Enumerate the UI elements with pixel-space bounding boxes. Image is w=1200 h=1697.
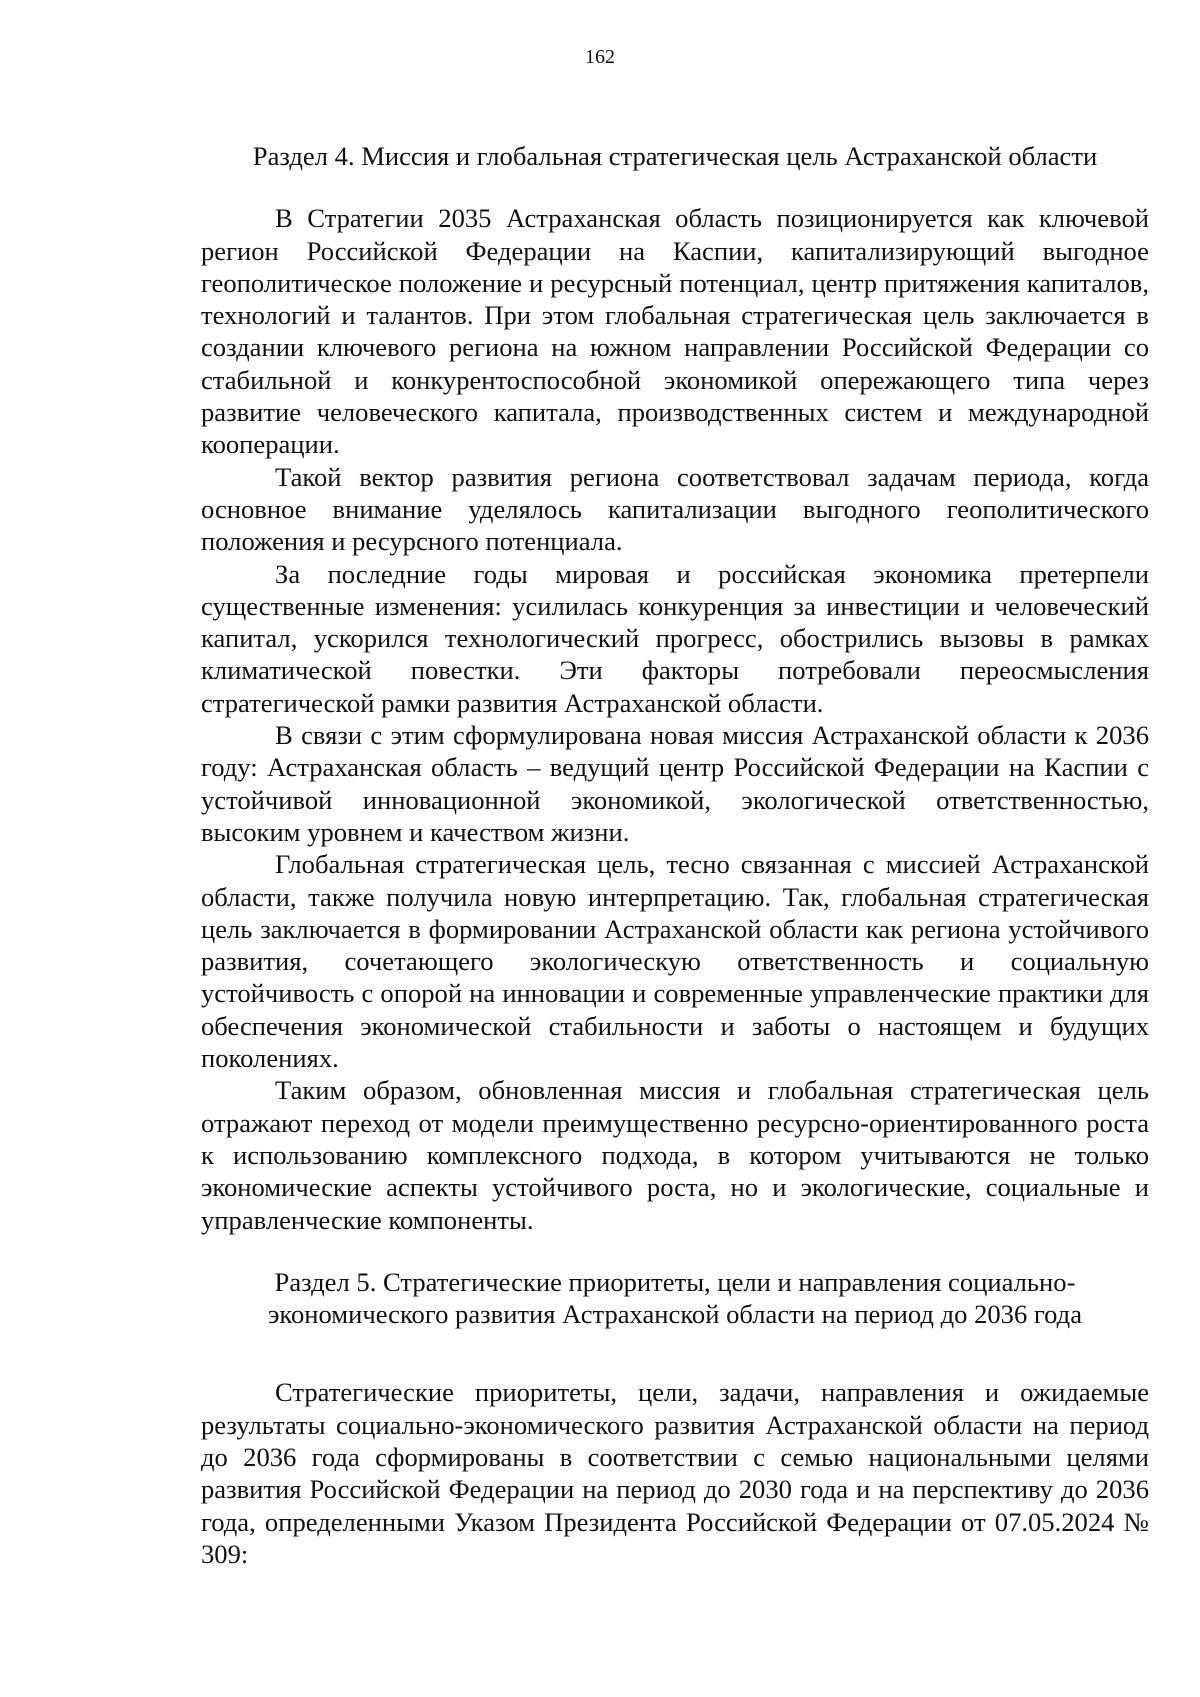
section-4-heading: Раздел 4. Миссия и глобальная стратегическая цель Астраханской области: [252, 141, 1098, 171]
section-4-paragraph: Глобальная стратегическая цель, тесно связанная с миссией Астраханской области, также получила новую интерпретацию. Так, глобальная стратегическая цель заключается в формировании Астраханской области как региона устойчивого развития, сочетающего экологическую ответственность и социальную устойчивость с опорой на инновации и современные управленческие практики для обеспечения экономической стабильности и заботы о настоящем и будущих поколениях.: [201, 849, 1149, 1074]
section-4-paragraph: В Стратегии 2035 Астраханская область позиционируется как ключевой регион Российской Федерации на Каспии, капитализирующий выгодное геополитическое положение и ресурсный потенциал, центр притяжения капиталов, технологий и талантов. При этом глобальная стратегическая цель заключается в создании ключевого региона на южном направлении Российской Федерации со стабильной и конкурентоспособной экономикой опережающего типа через развитие человеческого капитала, производственных систем и международной кооперации.: [201, 203, 1149, 460]
section-5-heading: [201, 1266, 1149, 1331]
section-5-heading-line-1: Раздел 5. Стратегические приоритеты, цели и направления социально-: [274, 1266, 1076, 1297]
section-4-paragraph: Таким образом, обновленная миссия и глобальная стратегическая цель отражают переход от модели преимущественно ресурсно-ориентированного роста к использованию комплексного подхода, в котором учитываются не только экономические аспекты устойчивого роста, но и экологические, социальные и управленческие компоненты.: [201, 1075, 1149, 1235]
section-4-paragraph: Такой вектор развития региона соответствовал задачам периода, когда основное внимание уделялось капитализации выгодного геополитического положения и ресурсного потенциала.: [201, 461, 1149, 557]
section-4-paragraph: За последние годы мировая и российская экономика претерпели существенные изменения: усилилась конкуренция за инвестиции и человеческий капитал, ускорился технологический прогресс, обострились вызовы в рамках климатической повестки. Эти факторы потребовали переосмысления стратегической рамки развития Астраханской области.: [201, 558, 1149, 718]
section-4-paragraph: В связи с этим сформулирована новая миссия Астраханской области к 2036 году: Астраханская область – ведущий центр Российской Федерации на Каспии с устойчивой инновационной экономикой, экологической ответственностью, высоким уровнем и качеством жизни.: [201, 720, 1149, 847]
section-5-paragraph: Стратегические приоритеты, цели, задачи, направления и ожидаемые результаты социально-экономического развития Астраханской области на период до 2036 года сформированы в соответствии с семью национальными целями развития Российской Федерации на период до 2030 года и на перспективу до 2036 года, определенными Указом Президента Российской Федерации от 07.05.2024 № 309:: [201, 1377, 1149, 1569]
page-content: [201, 140, 1149, 1570]
page-number: 162: [585, 46, 615, 68]
section-5-heading-line-2: экономического развития Астраханской области на период до 2036 года: [267, 1299, 1083, 1330]
